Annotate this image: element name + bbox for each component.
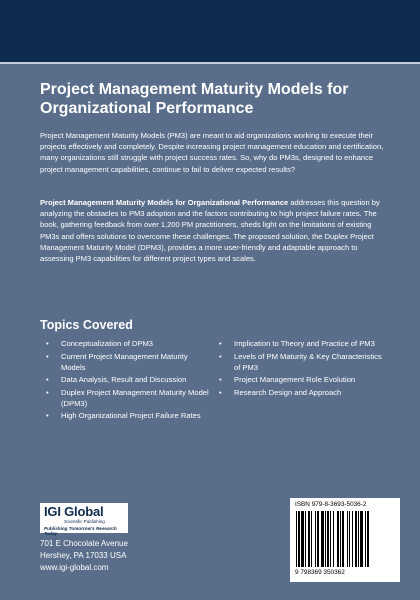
barcode-bar bbox=[333, 511, 334, 567]
publisher-logo bbox=[40, 503, 128, 536]
barcode-bar bbox=[349, 511, 350, 567]
topic-label: Levels of PM Maturity & Key Characteristics of PM3 bbox=[234, 351, 382, 372]
topic-label: Project Management Role Evolution bbox=[234, 375, 356, 384]
topic-label: Conceptualization of DPM3 bbox=[61, 339, 154, 348]
topic-item bbox=[46, 410, 211, 421]
barcode-bars bbox=[294, 511, 396, 567]
topic-label: High Organizational Project Failure Rates bbox=[61, 411, 201, 420]
topic-item bbox=[46, 338, 211, 349]
bullet-icon: • bbox=[219, 387, 222, 397]
barcode-digits: 9 798369 350362 bbox=[295, 569, 345, 576]
barcode-bar bbox=[321, 511, 324, 567]
barcode-bar bbox=[311, 511, 312, 567]
bullet-icon: • bbox=[219, 375, 222, 384]
description-paragraph-2 bbox=[40, 197, 392, 264]
barcode-bar bbox=[325, 511, 326, 567]
topic-label: Implication to Theory and Practice of PM3 bbox=[234, 339, 375, 348]
topic-label: Research Design and Approach bbox=[234, 387, 342, 397]
paragraph-lead-title: Project Management Maturity Models for Organizational Performance bbox=[40, 198, 289, 207]
address-street: 701 E Chocolate Avenue bbox=[40, 539, 128, 548]
bullet-icon: • bbox=[46, 387, 49, 397]
bullet-icon: • bbox=[46, 339, 49, 348]
book-title: Project Management Maturity Models for Organizational Performance bbox=[40, 81, 349, 117]
barcode-bar bbox=[308, 511, 310, 567]
divider-line bbox=[0, 62, 420, 64]
barcode-bar bbox=[367, 511, 369, 567]
barcode-bar bbox=[342, 511, 344, 567]
bullet-icon: • bbox=[46, 351, 49, 361]
barcode-bar bbox=[358, 511, 359, 567]
topic-label: Data Analysis, Result and Discussion bbox=[61, 375, 187, 384]
topic-item bbox=[46, 387, 211, 409]
barcode-bar bbox=[315, 511, 316, 567]
topic-item bbox=[46, 351, 211, 373]
topic-label: Current Project Management Maturity Models bbox=[61, 351, 188, 372]
topic-item bbox=[219, 387, 389, 398]
barcode-bar bbox=[305, 511, 306, 567]
bullet-icon: • bbox=[219, 351, 222, 361]
address-city: Hershey, PA 17033 USA bbox=[40, 551, 127, 560]
barcode-bar bbox=[352, 511, 353, 567]
logo-subtitle: Scientific Publishing bbox=[64, 519, 105, 524]
barcode-bar bbox=[330, 511, 331, 567]
isbn-barcode bbox=[290, 498, 400, 582]
isbn-label: ISBN 979-8-3693-5036-2 bbox=[295, 501, 367, 508]
barcode-bar bbox=[360, 511, 363, 567]
barcode-bar bbox=[355, 511, 357, 567]
barcode-bar bbox=[337, 511, 339, 567]
barcode-bar bbox=[340, 511, 341, 567]
top-color-band bbox=[0, 0, 420, 62]
barcode-bar bbox=[317, 511, 319, 567]
topic-label: Duplex Project Management Maturity Model (DPM3) bbox=[61, 387, 209, 408]
barcode-bar bbox=[298, 511, 300, 567]
description-paragraph-1: Project Management Maturity Models (PM3) are meant to aid organizations working to execute their projects effectively and completely. Despite increasing project management education and certification, many organizations still struggle with project success rates. So, why do PM3s, designed to enhance project management capabilities, continue to fail to deliver expected results? bbox=[40, 131, 384, 174]
topic-item bbox=[219, 351, 389, 373]
logo-tagline: Publishing Tomorrow's Research Today bbox=[44, 526, 117, 536]
barcode-bar bbox=[347, 511, 348, 567]
barcode-bar bbox=[301, 511, 304, 567]
topics-list-left bbox=[46, 338, 211, 423]
bullet-icon: • bbox=[46, 411, 49, 420]
topic-item bbox=[219, 338, 389, 349]
barcode-bar bbox=[327, 511, 329, 567]
topics-heading: Topics Covered bbox=[40, 318, 133, 332]
bullet-icon: • bbox=[46, 375, 49, 384]
publisher-address bbox=[40, 538, 180, 574]
topic-item bbox=[219, 374, 389, 385]
bullet-icon: • bbox=[219, 339, 222, 348]
topic-item bbox=[46, 374, 211, 385]
barcode-bar bbox=[296, 511, 297, 567]
paragraph-body: addresses this question by analyzing the obstacles to PM3 adoption and the factors contributing to high project failure rates. The book, gathering feedback from over 1,200 PM practitioners, sheds light on the limitations of existing PM3s and offers solutions to overcome these challenges. The proposed solution, the Duplex Project Management Maturity Model (DPM3), provides a more user-friendly and adaptable approach to assessing PM3 capabilities for different project types and scales. bbox=[40, 198, 380, 264]
barcode-bar bbox=[365, 511, 366, 567]
topics-list-right bbox=[219, 338, 389, 399]
logo-wordmark: IGI Global bbox=[44, 504, 104, 519]
publisher-website: www.igi-global.com bbox=[40, 563, 109, 572]
